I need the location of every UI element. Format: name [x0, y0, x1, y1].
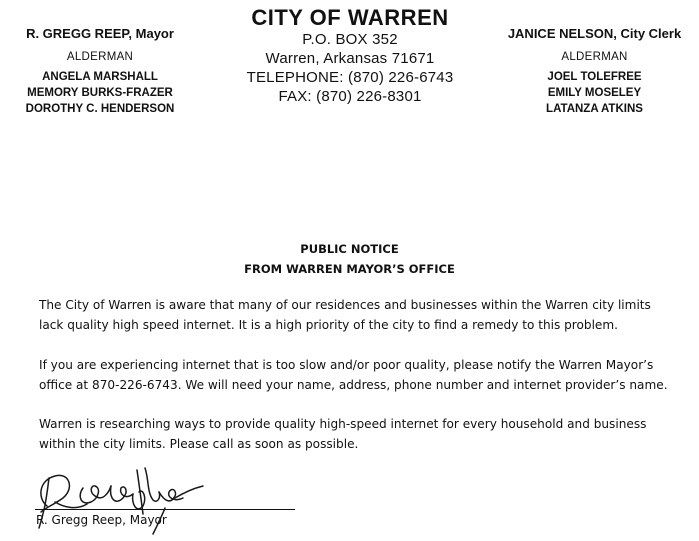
paragraph-line: Warren is researching ways to provide quality high-speed internet for every household and business	[39, 417, 647, 431]
alderman-name: MEMORY BURKS-FRAZER	[27, 87, 173, 99]
telephone: TELEPHONE: (870) 226-6743	[246, 69, 454, 86]
mayor-name: R. GREGG REEP, Mayor	[26, 26, 174, 41]
notice-heading	[0, 239, 699, 279]
signature-line	[35, 509, 295, 510]
letterhead-center	[225, 6, 475, 106]
paragraph-line: If you are experiencing internet that is too slow and/or poor quality, please notify the Warren Mayor’s	[39, 358, 654, 372]
paragraph-line: The City of Warren is aware that many of our residences and businesses within the Warren city limits	[39, 298, 651, 312]
alderman-label-right: ALDERMAN	[561, 51, 628, 63]
paragraph-3	[39, 414, 679, 454]
alderman-name: LATANZA ATKINS	[546, 103, 643, 115]
alderman-name: DOROTHY C. HENDERSON	[25, 103, 175, 115]
paragraph-2	[39, 355, 679, 395]
alderman-name: ANGELA MARSHALL	[42, 71, 158, 83]
letterhead-right	[490, 26, 699, 117]
alderman-name: JOEL TOLEFREE	[547, 71, 642, 83]
po-box: P.O. BOX 352	[302, 31, 398, 48]
notice-title: PUBLIC NOTICE	[300, 242, 399, 256]
notice-subtitle: FROM WARREN MAYOR’S OFFICE	[244, 262, 455, 276]
paragraph-line: office at 870-226-6743. We will need your name, address, phone number and internet provider’s name.	[39, 378, 668, 392]
paragraph-line: lack quality high speed internet. It is a high priority of the city to find a remedy to this problem.	[39, 318, 618, 332]
city-title: CITY OF WARREN	[251, 5, 449, 30]
fax: FAX: (870) 226-8301	[278, 88, 422, 105]
alderman-name: EMILY MOSELEY	[547, 87, 642, 99]
city-state: Warren, Arkansas 71671	[265, 50, 435, 67]
paragraph-1	[39, 295, 679, 335]
letterhead-left	[0, 26, 200, 117]
clerk-name: JANICE NELSON, City Clerk	[507, 26, 682, 41]
alderman-label-left: ALDERMAN	[66, 51, 134, 63]
signatory-name: R. Gregg Reep, Mayor	[36, 513, 167, 527]
paragraph-line: within the city limits. Please call as soon as possible.	[39, 437, 359, 451]
